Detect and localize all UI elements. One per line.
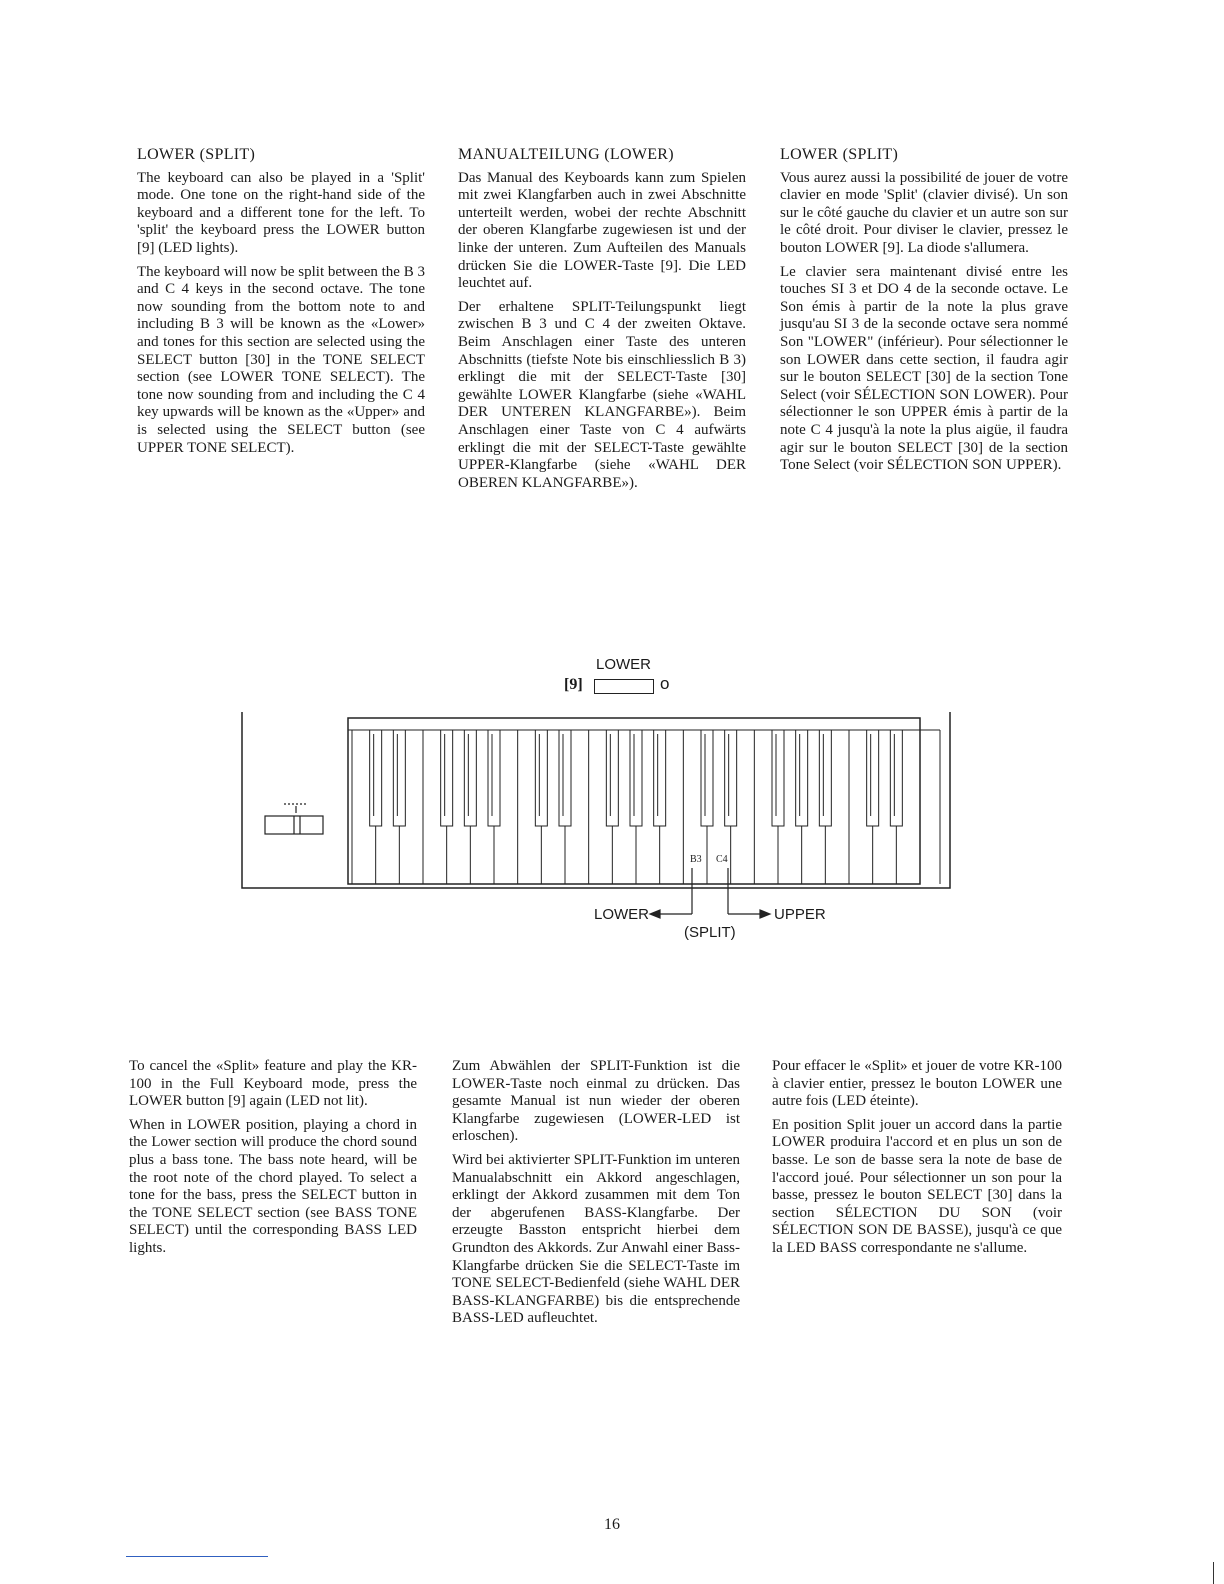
paragraph-de-3: Zum Abwählen der SPLIT-Funktion ist die LOWER-Taste noch einmal zu drücken. Das gesamte Manual ist nun wieder der oberen Klangfarbe zugewiesen (LOWER-LED ist erloschen). <box>452 1058 740 1145</box>
black-key <box>464 730 476 826</box>
split-label: (SPLIT) <box>684 924 736 941</box>
function-slider <box>265 804 323 834</box>
paragraph-de-2: Der erhaltene SPLIT-Teilungspunkt liegt zwischen B 3 und C 4 der zweiten Oktave. Beim Anschlagen einer Taste des unteren Abschnitts (tiefste Note bis einschliesslich B 3) erklingt die mit der SELECT-Taste [30] gewählte LOWER Klangfarbe (siehe «WAHL DER UNTEREN KLANGFARBE»). Beim Anschlagen einer Taste von C 4 aufwärts erklingt die mit der SELECT-Taste gewählte UPPER-Klangfarbe (siehe «WAHL DER OBEREN KLANGFARBE»). <box>458 298 746 491</box>
black-key <box>701 730 713 826</box>
column-en-bottom <box>129 1058 417 1264</box>
black-key <box>867 730 879 826</box>
black-key <box>370 730 382 826</box>
paragraph-de-4: Wird bei aktivierter SPLIT-Funktion im unteren Manualabschnitt ein Akkord angeschlagen, erklingt der Akkord zusammen mit dem Ton der abgerufenen BASS-Klangfarbe. Der erzeugte Basston entspricht hierbei dem Grundton des Akkords. Zur Anwahl einer Bass-Klangfarbe drücken Sie die SELECT-Taste im TONE SELECT-Bedienfeld (siehe WAHL DER BASS-KLANGFARBE) bis die entsprechende BASS-LED aufleuchtet. <box>452 1151 740 1327</box>
black-key <box>654 730 666 826</box>
black-key <box>630 730 642 826</box>
lower-led-icon: o <box>660 674 670 693</box>
footer-rule <box>126 1556 268 1557</box>
black-key <box>559 730 571 826</box>
black-key <box>890 730 902 826</box>
page-number: 16 <box>604 1516 620 1533</box>
paragraph-fr-3: Pour effacer le «Split» et jouer de votre KR-100 à clavier entier, pressez le bouton LOWER une autre fois (LED éteinte). <box>772 1058 1062 1110</box>
black-keys <box>370 730 903 826</box>
black-key <box>725 730 737 826</box>
upper-arrow-label: UPPER <box>774 906 826 923</box>
paragraph-fr-1: Vous aurez aussi la possibilité de jouer de votre clavier en mode 'Split' (clavier divisé). Un son sur le côté gauche du clavier et un autre son sur le côté droit. Pour diviser le clavier, pressez le bouton LOWER [9]. La diode s'allumera. <box>780 169 1068 256</box>
key-b3-label: B3 <box>690 854 702 865</box>
black-key <box>819 730 831 826</box>
section-title-en: LOWER (SPLIT) <box>137 146 256 163</box>
paragraph-de-1: Das Manual des Keyboards kann zum Spielen mit zwei Klangfarben auch in zwei Abschnitte unterteilt werden, wobei der rechte Abschnitt der oberen Klangfarbe zugewiesen ist und der linke der unteren. Zum Aufteilen des Manuals drücken Sie die LOWER-Taste [9]. Die LED leuchtet auf. <box>458 169 746 292</box>
black-key <box>796 730 808 826</box>
black-key <box>606 730 618 826</box>
paragraph-en-2: The keyboard will now be split between the B 3 and C 4 keys in the second octave. The tone now sounding from the bottom note to and including B 3 will be known as the «Lower» and tones for this section are selected using the SELECT button [30] in the TONE SELECT section (see LOWER TONE SELECT). The tone now sounding from and including the C 4 key upwards will be known as the «Upper» and is selected using the SELECT button (see UPPER TONE SELECT). <box>137 263 425 456</box>
keyboard-body <box>242 712 950 888</box>
edge-rule <box>1213 1562 1214 1584</box>
section-title-de: MANUALTEILUNG (LOWER) <box>458 146 674 163</box>
key-c4-label: C4 <box>716 854 728 865</box>
lower-arrow-label: LOWER <box>594 906 650 923</box>
black-key <box>441 730 453 826</box>
paragraph-en-3: To cancel the «Split» feature and play the KR-100 in the Full Keyboard mode, press the LOWER button [9] again (LED not lit). <box>129 1058 417 1110</box>
black-key <box>535 730 547 826</box>
paragraph-en-1: The keyboard can also be played in a 'Split' mode. One tone on the right-hand side of the keyboard and a different tone for the left. To 'split' the keyboard press the LOWER button [9] (LED lights). <box>137 169 425 256</box>
paragraph-en-4: When in LOWER position, playing a chord in the Lower section will produce the chord sound plus a bass tone. The bass note heard, will be the root note of the chord played. To select a tone for the bass, press the SELECT button in the TONE SELECT section (see BASS TONE SELECT) until the corresponding BASS LED lights. <box>129 1116 417 1256</box>
lower-button-number: [9] <box>564 676 583 693</box>
black-key <box>393 730 405 826</box>
column-de-bottom <box>452 1058 740 1334</box>
black-key <box>488 730 500 826</box>
column-fr-bottom <box>772 1058 1062 1264</box>
black-key <box>772 730 784 826</box>
paragraph-fr-2: Le clavier sera maintenant divisé entre les touches SI 3 et DO 4 de la seconde octave. Le Son émis à partir de la note la plus grave jusqu'au SI 3 de la seconde octave sera nommé Son "LOWER" (inférieur). Pour sélectionner le son LOWER dans cette section, il faudra agir sur le bouton SELECT [30] de la section Tone Select (voir SÉLECTION SON LOWER). Pour sélectionner le son UPPER émis à partir de la note C 4 jusqu'à la note la plus aigüe, il faudra agir sur le bouton SELECT [30] de la section Tone Select (voir SÉLECTION SON UPPER). <box>780 263 1068 474</box>
section-title-fr: LOWER (SPLIT) <box>780 146 899 163</box>
lower-button-label: LOWER <box>596 656 652 673</box>
paragraph-fr-4: En position Split jouer un accord dans la partie LOWER produira l'accord et en plus un son de basse. Le son de basse sera la note de base de l'accord joué. Pour sélectionner un son pour la basse, pressez le bouton SELECT [30] dans la section SÉLECTION DU SON (voir SÉLECTION SON DE BASSE), jusqu'à ce que la LED BASS correspondante ne s'allume. <box>772 1116 1062 1256</box>
split-indicator <box>650 868 770 918</box>
